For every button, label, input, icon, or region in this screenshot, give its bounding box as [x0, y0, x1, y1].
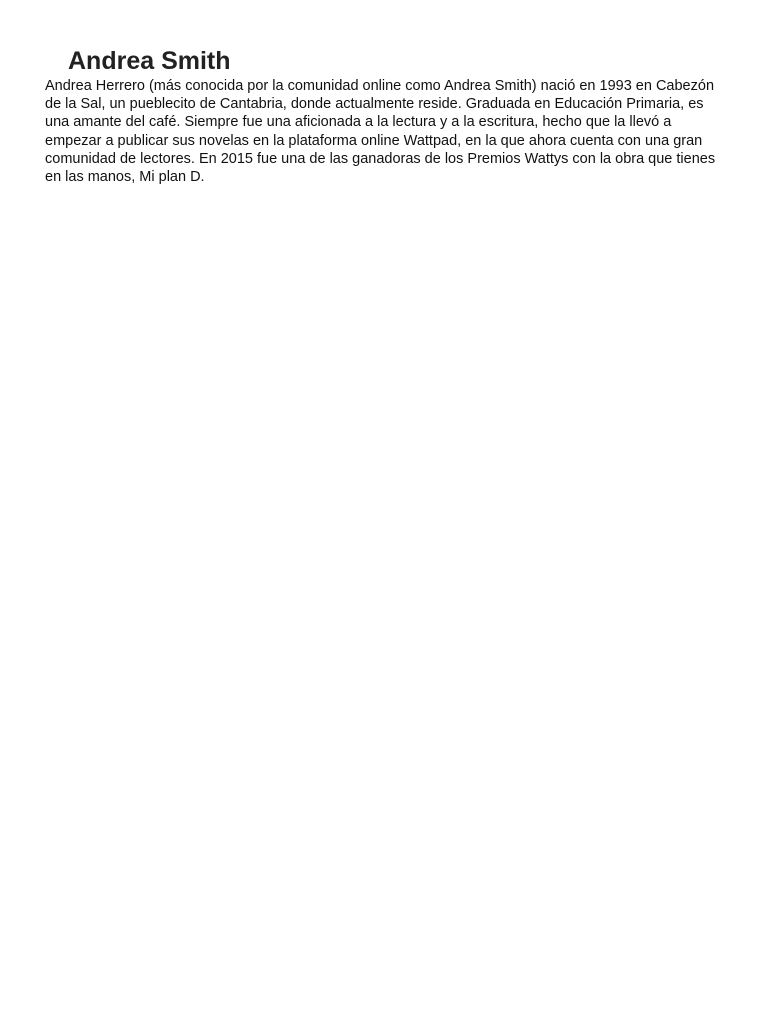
author-name-heading: Andrea Smith	[68, 47, 231, 75]
author-bio-paragraph: Andrea Herrero (más conocida por la comunidad online como Andrea Smith) nació en 1993 en Cabezón de la Sal, un pueblecito de Cantabria, donde actualmente reside. Graduada en Educación Primaria, es una amante del café. Siempre fue una aficionada a la lectura y a la escritura, hecho que la llevó a empezar a publicar sus novelas en la plataforma online Wattpad, en la que ahora cuenta con una gran comunidad de lectores. En 2015 fue una de las ganadoras de los Premios Wattys con la obra que tienes en las manos, Mi plan D.	[45, 78, 716, 186]
